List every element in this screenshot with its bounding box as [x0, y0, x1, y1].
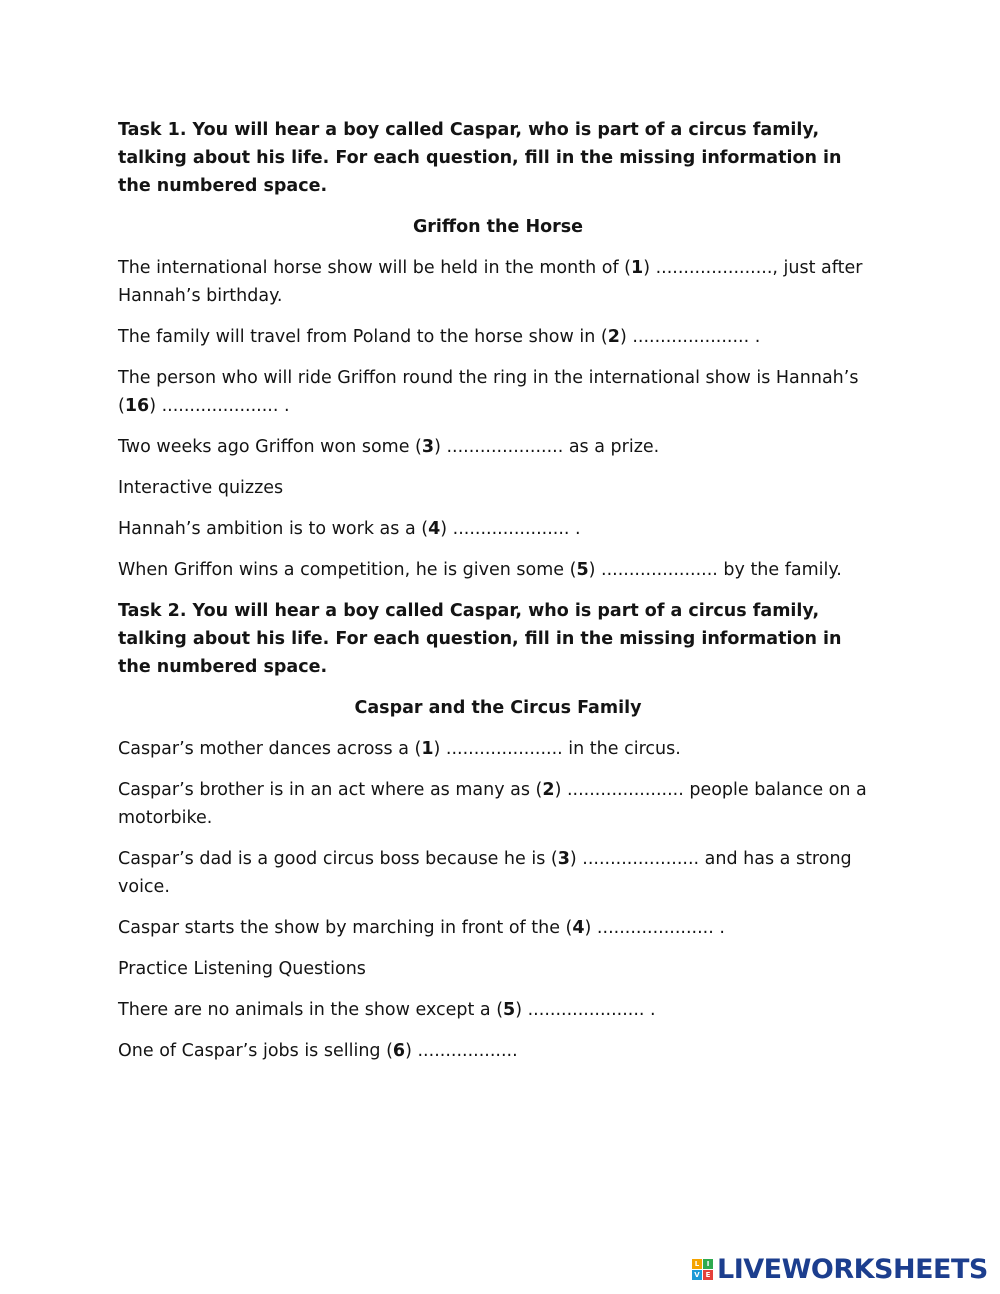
question-number: 16 [124, 396, 150, 416]
task2-question-2 [118, 776, 878, 832]
question-text: Hannah’s ambition is to work as a ( [118, 519, 429, 539]
answer-blank[interactable]: ) ..................... in the circus. [433, 739, 681, 759]
question-number: 5 [503, 1000, 516, 1020]
task1-question-3 [118, 433, 878, 461]
logo-tile: L [692, 1259, 702, 1269]
task1-question-4 [118, 515, 878, 543]
question-number: 4 [572, 918, 585, 938]
logo-tile: E [703, 1270, 713, 1280]
question-text: Caspar’s mother dances across a ( [118, 739, 422, 759]
question-text: The international horse show will be held in the month of ( [118, 258, 632, 278]
link-text[interactable]: Practice Listening Questions [118, 959, 366, 979]
question-number: 1 [421, 739, 434, 759]
task2-question-5 [118, 996, 878, 1024]
task1-interactive-quizzes-link[interactable] [118, 474, 878, 502]
question-text: Caspar’s brother is in an act where as many as ( [118, 780, 543, 800]
question-number: 5 [576, 560, 589, 580]
question-text: Caspar starts the show by marching in front of the ( [118, 918, 573, 938]
answer-blank[interactable]: ) ..................... . [515, 1000, 656, 1020]
task1-question-16 [118, 364, 878, 420]
answer-blank[interactable]: ) ..................... . [584, 918, 725, 938]
task1-question-2 [118, 323, 878, 351]
task2-question-6 [118, 1037, 878, 1065]
task2-questions [118, 735, 878, 1065]
task1-instruction: Task 1. You will hear a boy called Caspar, who is part of a circus family, talking about his life. For each question, fill in the missing information in the numbered space. [118, 120, 842, 196]
liveworksheets-logo[interactable] [692, 1252, 988, 1286]
task2-question-1 [118, 735, 878, 763]
logo-tiles-icon [692, 1259, 713, 1280]
task2-question-3 [118, 845, 878, 901]
question-number: 6 [392, 1041, 406, 1061]
question-number: 2 [542, 780, 555, 800]
answer-blank[interactable]: ) ....................., just after Hannah’s birthday. [118, 258, 863, 306]
answer-blank[interactable]: ) ..................... and has a strong voice. [118, 849, 852, 897]
worksheet [118, 116, 878, 1078]
question-text: When Griffon wins a competition, he is given some ( [118, 560, 577, 580]
question-text: There are no animals in the show except a ( [118, 1000, 504, 1020]
question-number: 1 [631, 258, 644, 278]
task2-question-4 [118, 914, 878, 942]
task1-questions [118, 254, 878, 584]
task2-practice-listening-link[interactable] [118, 955, 878, 983]
task2-heading: Caspar and the Circus Family [354, 698, 642, 718]
logo-tile: I [703, 1259, 713, 1269]
answer-blank[interactable]: ) ..................... . [440, 519, 581, 539]
answer-blank[interactable]: ) ..................... . [619, 327, 761, 347]
answer-blank[interactable]: ) .................. [405, 1041, 518, 1061]
question-text: The family will travel from Poland to the horse show in ( [118, 327, 608, 347]
question-number: 2 [607, 327, 620, 347]
task1-question-5 [118, 556, 878, 584]
question-number: 4 [428, 519, 441, 539]
question-text: Two weeks ago Griffon won some ( [118, 437, 422, 457]
answer-blank[interactable]: ) ..................... . [149, 396, 290, 416]
task1-heading: Griffon the Horse [412, 217, 584, 237]
logo-text: LIVEWORKSHEETS [717, 1253, 988, 1285]
answer-blank[interactable]: ) ..................... as a prize. [434, 437, 660, 457]
question-number: 3 [421, 437, 435, 457]
logo-tile: V [692, 1270, 702, 1280]
question-text: Caspar’s dad is a good circus boss because he is ( [118, 849, 558, 869]
question-number: 3 [557, 849, 570, 869]
task1-question-1 [118, 254, 878, 310]
question-text: One of Caspar’s jobs is selling ( [118, 1041, 393, 1061]
question-text: The person who will ride Griffon round the ring in the international show is Hannah’s ( [118, 368, 859, 416]
task2-instruction: Task 2. You will hear a boy called Caspar, who is part of a circus family, talking about his life. For each question, fill in the missing information in the numbered space. [118, 601, 842, 677]
link-text[interactable]: Interactive quizzes [118, 478, 284, 498]
answer-blank[interactable]: ) ..................... by the family. [588, 560, 842, 580]
answer-blank[interactable]: ) ..................... people balance on a motorbike. [118, 780, 867, 828]
